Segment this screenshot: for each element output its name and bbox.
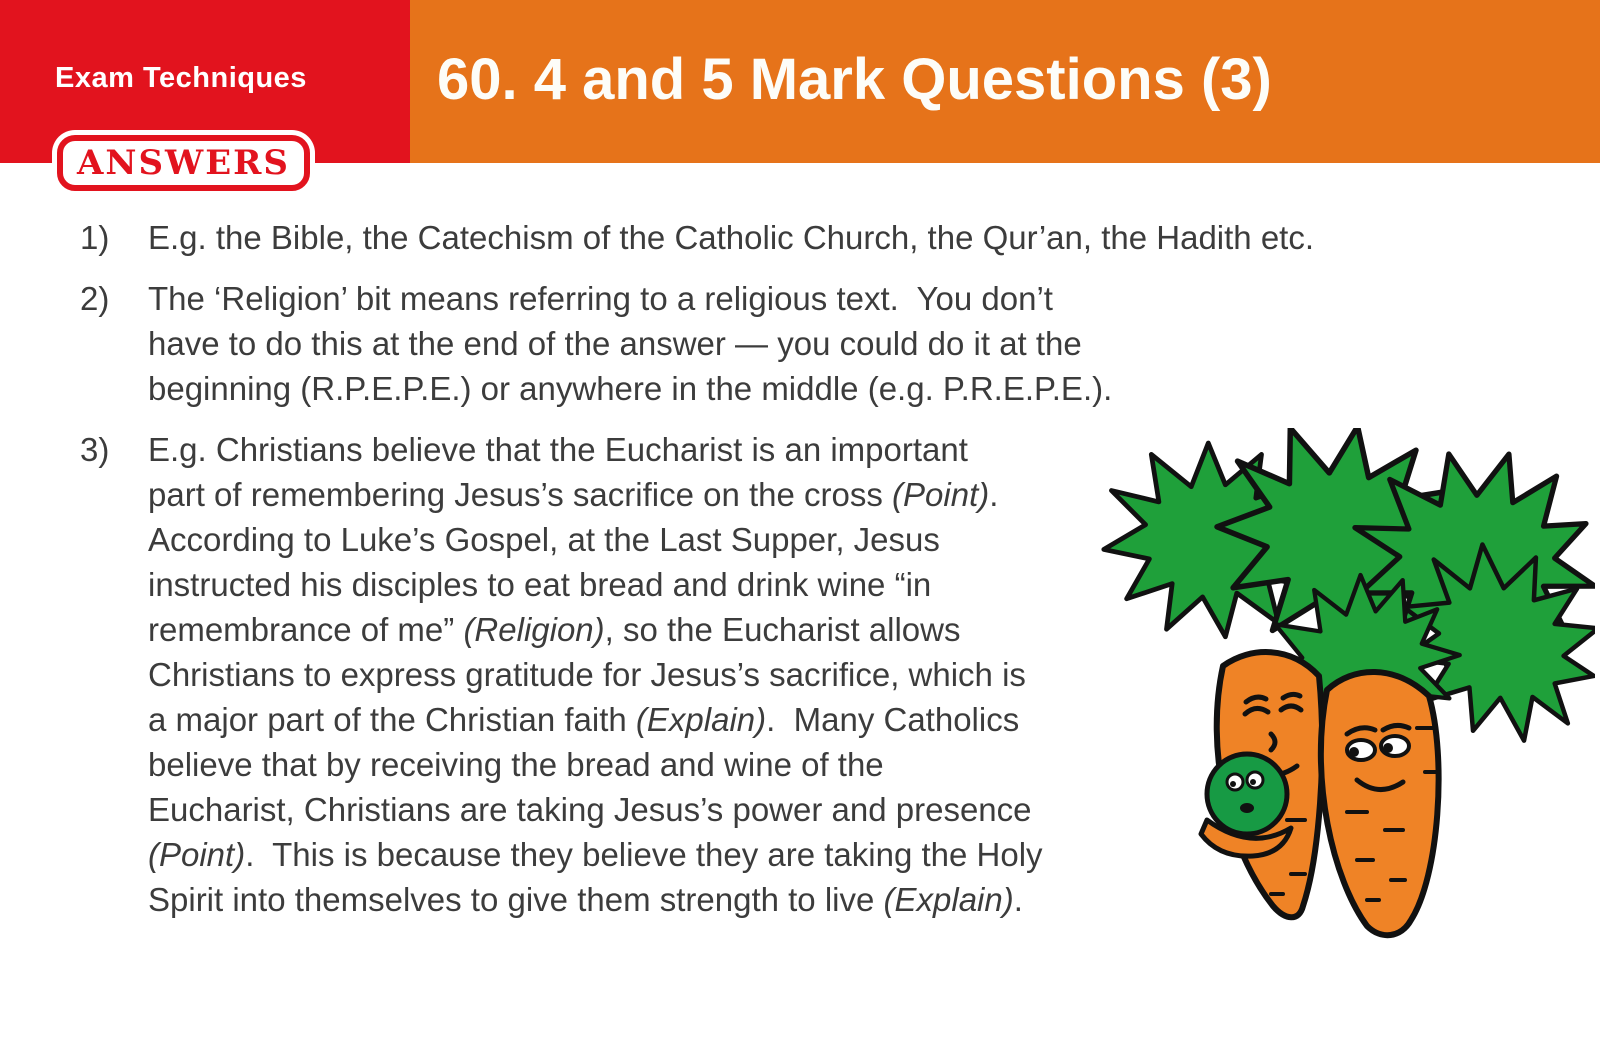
answers-badge: ANSWERS bbox=[57, 135, 310, 191]
answer-number: 1) bbox=[80, 219, 110, 256]
section-category: Exam Techniques bbox=[55, 62, 307, 94]
answer-text bbox=[148, 276, 1112, 411]
right-carrot bbox=[1321, 672, 1439, 935]
answer-line: E.g. Christians believe that the Eucharist is an important bbox=[148, 431, 968, 468]
answer-line: The ‘Religion’ bit means referring to a religious text. You don’t bbox=[148, 280, 1053, 317]
answer-item-1 bbox=[80, 215, 1420, 260]
answer-line: a major part of the Christian faith (Explain). Many Catholics bbox=[148, 701, 1020, 738]
answer-item-2 bbox=[80, 276, 1420, 411]
answer-line: believe that by receiving the bread and wine of the bbox=[148, 746, 884, 783]
answer-number: 3) bbox=[80, 431, 110, 468]
answer-line: beginning (R.P.E.P.E.) or anywhere in the middle (e.g. P.R.E.P.E.). bbox=[148, 370, 1113, 407]
answer-number: 2) bbox=[80, 280, 110, 317]
answer-text bbox=[148, 427, 1043, 922]
answer-line: have to do this at the end of the answer — you could do it at the bbox=[148, 325, 1082, 362]
answer-line: According to Luke’s Gospel, at the Last Supper, Jesus bbox=[148, 521, 940, 558]
answer-line: remembrance of me” (Religion), so the Eucharist allows bbox=[148, 611, 961, 648]
carrots-illustration bbox=[1095, 428, 1595, 940]
pea-character bbox=[1201, 754, 1291, 856]
answer-line: Spirit into themselves to give them strength to live (Explain). bbox=[148, 881, 1023, 918]
answer-text bbox=[148, 215, 1314, 260]
answer-line: part of remembering Jesus’s sacrifice on the cross (Point). bbox=[148, 476, 999, 513]
answer-line: Christians to express gratitude for Jesus’s sacrifice, which is bbox=[148, 656, 1026, 693]
answer-line: instructed his disciples to eat bread and drink wine “in bbox=[148, 566, 932, 603]
answer-line: E.g. the Bible, the Catechism of the Catholic Church, the Qur’an, the Hadith etc. bbox=[148, 219, 1315, 256]
page-title: 60. 4 and 5 Mark Questions (3) bbox=[437, 47, 1272, 112]
answer-line: Eucharist, Christians are taking Jesus’s power and presence bbox=[148, 791, 1032, 828]
answer-line: (Point). This is because they believe they are taking the Holy bbox=[148, 836, 1043, 873]
